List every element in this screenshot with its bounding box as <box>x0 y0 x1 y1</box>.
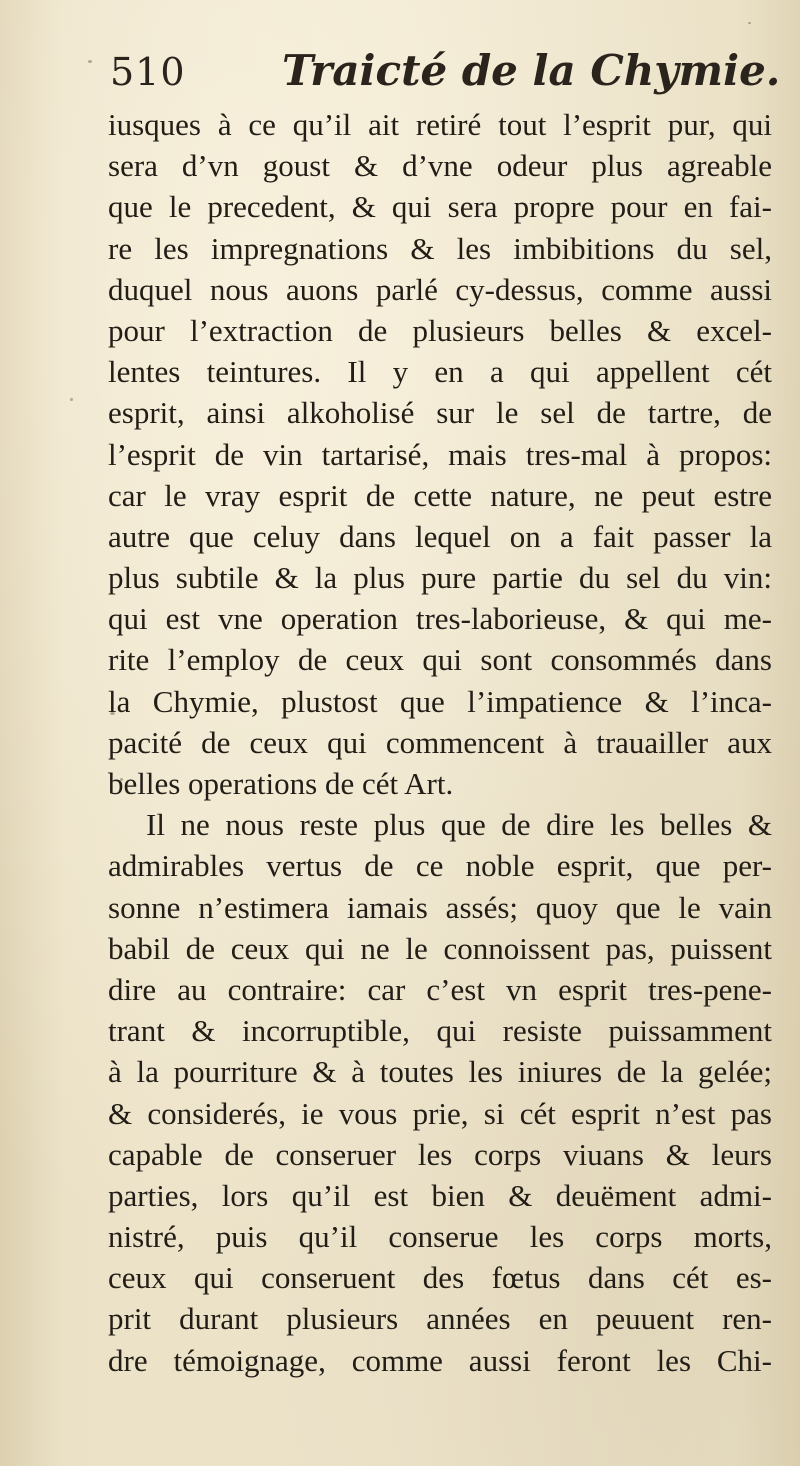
text-line: admirables vertus de ce noble esprit, que per- <box>108 848 772 884</box>
text-line: ceux qui conseruent des fœtus dans cét es- <box>108 1260 772 1296</box>
paper-speck <box>120 778 123 781</box>
text-line: pour l’extraction de plusieurs belles & excel- <box>108 312 772 348</box>
text-line: dire au contraire: car c’est vn esprit tres-pene- <box>108 971 772 1007</box>
paper-speck <box>88 60 92 63</box>
text-line: sera d’vn goust & d’vne odeur plus agreable <box>108 148 772 184</box>
text-line: l’esprit de vin tartarisé, mais tres-mal à propos: <box>108 436 772 472</box>
text-line: la Chymie, plustost que l’impatience & l’inca- <box>108 683 772 719</box>
paper-speck <box>110 712 115 715</box>
page-header <box>110 44 781 100</box>
text-line: esprit, ainsi alkoholisé sur le sel de tartre, de <box>108 395 772 431</box>
text-line: capable de conseruer les corps viuans & leurs <box>108 1136 772 1172</box>
text-line: re les impregnations & les imbibitions du sel, <box>108 230 772 266</box>
text-line: pacité de ceux qui commencent à trauailler aux <box>108 724 772 760</box>
text-line: car le vray esprit de cette nature, ne peut estre <box>108 477 772 513</box>
text-line: dre témoignage, comme aussi feront les Chi- <box>108 1342 772 1378</box>
text-line: à la pourriture & à toutes les iniures de la gelée; <box>108 1054 772 1090</box>
text-line: & considerés, ie vous prie, si cét esprit n’est pas <box>108 1095 772 1131</box>
text-line: babil de ceux qui ne le connoissent pas, puissent <box>108 930 772 966</box>
text-line: plus subtile & la plus pure partie du sel du vin: <box>108 560 772 596</box>
text-line: prit durant plusieurs années en peuuent ren- <box>108 1301 772 1337</box>
text-line: qui est vne operation tres-laborieuse, & qui me- <box>108 601 772 637</box>
text-line: lentes teintures. Il y en a qui appellent cét <box>108 354 772 390</box>
paper-speck <box>70 398 73 401</box>
text-line: duquel nous auons parlé cy-dessus, comme aussi <box>108 271 772 307</box>
text-line: sonne n’estimera iamais assés; quoy que le vain <box>108 889 772 925</box>
text-line: rite l’employ de ceux qui sont consommés dans <box>108 642 772 678</box>
running-head: Traicté de la Chymie. <box>282 46 781 95</box>
text-line: que le precedent, & qui sera propre pour en fai- <box>108 189 772 225</box>
body-text <box>108 104 772 1381</box>
page-number: 510 <box>110 50 186 94</box>
text-line: Il ne nous reste plus que de dire les belles & <box>146 807 772 843</box>
text-line: nistré, puis qu’il conserue les corps morts, <box>108 1219 772 1255</box>
text-line: trant & incorruptible, qui resiste puissamment <box>108 1013 772 1049</box>
text-line: belles operations de cét Art. <box>108 766 454 801</box>
text-line: parties, lors qu’il est bien & deuëment admi- <box>108 1177 772 1213</box>
paper-speck <box>748 22 751 24</box>
text-line: iusques à ce qu’il ait retiré tout l’esprit pur, qui <box>108 107 772 142</box>
text-line: autre que celuy dans lequel on a fait passer la <box>108 518 772 554</box>
